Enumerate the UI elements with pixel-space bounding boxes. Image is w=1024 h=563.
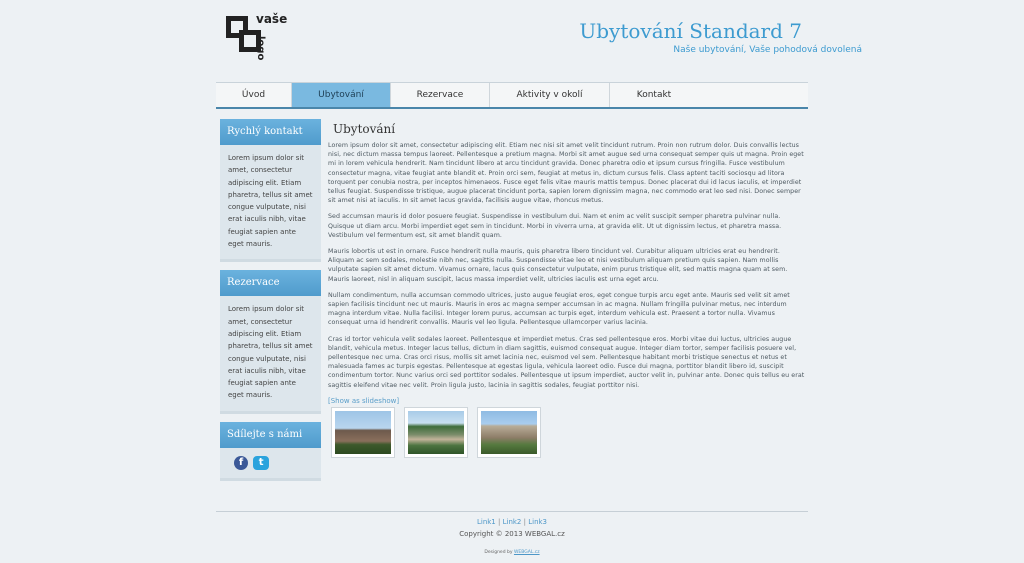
- share-icons: [220, 448, 321, 478]
- footer-link-separator: |: [523, 518, 526, 526]
- share-title: Sdílejte s námi: [220, 422, 321, 448]
- nav-item-uvod[interactable]: Úvod: [216, 83, 292, 107]
- quick-contact-box: [220, 119, 321, 262]
- quick-contact-text: Lorem ipsum dolor sit amet, consectetur adipiscing elit. Etiam pharetra, tellus sit amet congue vulputate, nisi erat iaculis nibh, vitae feugiat sapien ante eget mauris.: [228, 154, 313, 249]
- page-heading: Ubytování: [333, 122, 396, 136]
- share-box: [220, 422, 321, 481]
- gallery-thumbnail-2[interactable]: [404, 407, 468, 458]
- content-paragraph: Nullam condimentum, nulla accumsan commodo ultrices, justo augue feugiat eros, eget congue turpis arcu eget ante. Mauris sed velit sit amet sapien facilisis tincidunt nec ut mauris. Mauris in eros ac magna semper accumsan in ac magna. Nullam fringilla pulvinar metus, nec interdum magna interdum vitae. Nulla facilisi. Integer lorem purus, accumsan ac turpis eget, interdum vehicula est. Praesent a tortor nulla. Vivamus consequat urna id hendrerit convallis. Mauris vel leo ligula. Pellentesque ullamcorper varius lacinia.: [328, 291, 790, 327]
- nav-item-rezervace[interactable]: Rezervace: [391, 83, 490, 107]
- castle-tower-image: [335, 411, 391, 454]
- town-view-image: [408, 411, 464, 454]
- nav-item-ubytovani[interactable]: Ubytování: [292, 83, 391, 107]
- logo-text-side: logo: [255, 36, 266, 61]
- footer-link-3[interactable]: Link3: [528, 518, 548, 526]
- designed-by: [216, 550, 808, 555]
- tower-image: [481, 411, 537, 454]
- main-content: [328, 119, 806, 458]
- reservation-title: Rezervace: [220, 270, 321, 296]
- sidebar: [220, 119, 321, 481]
- footer-link-separator: |: [498, 518, 501, 526]
- quick-contact-title: Rychlý kontakt: [220, 119, 321, 145]
- reservation-box: [220, 270, 321, 413]
- reservation-text: Lorem ipsum dolor sit amet, consectetur adipiscing elit. Etiam pharetra, tellus sit amet congue vulputate, nisi erat iaculis nibh, vitae feugiat sapien ante eget mauris.: [228, 305, 313, 400]
- nav-item-kontakt[interactable]: Kontakt: [636, 90, 672, 100]
- designed-by-label: Designed by: [484, 550, 513, 555]
- gallery-thumbnails: [328, 407, 806, 458]
- main-navigation: [216, 82, 808, 109]
- facebook-icon[interactable]: f: [234, 456, 248, 470]
- site-subtitle: Naše ubytování, Vaše pohodová dovolená: [673, 45, 862, 55]
- site-title: Ubytování Standard 7: [579, 19, 802, 43]
- content-paragraph: Mauris lobortis ut est in ornare. Fusce hendrerit nulla mauris, quis pharetra libero tincidunt vel. Curabitur aliquam ultricies erat eu hendrerit. Aliquam ac sem sodales, molestie nibh nec, sagittis nulla. Suspendisse vitae leo et nisi vestibulum aliquam pretium quis sapien. Nam mollis vulputate sapien sit amet dictum. Vivamus ornare, lacus quis consectetur vulputate, enim purus tristique elit, sed mattis magna quam at sem. Mauris laoreet, nisl in aliquam suscipit, lacus massa imperdiet velit, ultricies iaculis est urna eget arcu.: [328, 248, 788, 283]
- nav-item-aktivity[interactable]: Aktivity v okolí: [490, 83, 610, 107]
- show-slideshow-link[interactable]: [Show as slideshow]: [328, 396, 400, 405]
- gallery-thumbnail-3[interactable]: [477, 407, 541, 458]
- footer-link-2[interactable]: Link2: [502, 518, 522, 526]
- copyright-text: Copyright © 2013 WEBGAL.cz: [459, 530, 565, 538]
- logo-text-top: vaše: [256, 12, 288, 26]
- content-paragraph: Sed accumsan mauris id dolor posuere feugiat. Suspendisse in vestibulum dui. Nam et enim ac velit suscipit semper pharetra pulvinar nulla. Quisque ut diam arcu. Morbi imperdiet eget sem in tincidunt. Morbi in viverra urna, at gravida elit. Ut ut dignissim lectus, et pharetra massa. Vestibulum vel fermentum est, sit amet blandit quam.: [328, 213, 782, 239]
- footer-divider: [216, 511, 808, 512]
- gallery-thumbnail-1[interactable]: [331, 407, 395, 458]
- twitter-icon[interactable]: t: [253, 456, 269, 470]
- footer-links: [216, 518, 808, 526]
- site-logo[interactable]: [226, 12, 288, 61]
- footer-link-1[interactable]: Link1: [476, 518, 496, 526]
- content-paragraph: Cras id tortor vehicula velit sodales laoreet. Pellentesque et imperdiet metus. Cras sed pellentesque eros. Morbi vitae dui luctus, ultricies augue blandit, vehicula metus. Integer lacus tellus, dictum in diam sagittis, euismod consequat augue. Integer diam tortor, semper facilisis posuere vel, pellentesque nec urna. Cras orci risus, mollis sit amet lacinia nec, euismod vel sem. Pellentesque habitant morbi tristique senectus et netus et malesuada fames ac turpis egestas. Pellentesque at egestas ligula, vehicula laoreet odio. Fusce dui magna, porttitor blandit libero id, suscipit condimentum tortor. Nunc varius orci sed porttitor sodales. Pellentesque ut ipsum imperdiet, auctor velit in, pulvinar ante. Donec quis tellus eu erat sagittis eleifend vitae nec velit. Proin ligula justo, lacinia in sagittis sodales, feugiat porttitor nisi.: [328, 335, 805, 389]
- content-paragraph: Lorem ipsum dolor sit amet, consectetur adipiscing elit. Etiam nec nisi sit amet velit tincidunt rutrum. Proin non rutrum dolor. Duis convallis lectus nisi, nec dictum massa tempus laoreet. Pellentesque a pretium magna. Morbi sit amet augue sed urna consequat semper quis ut magna. Proin eget mi in lorem vehicula hendrerit. Nam tincidunt libero at arcu tincidunt gravida. Donec pharetra odio et ipsum cursus fringilla. Fusce vestibulum consectetur magna, vitae feugiat ante blandit et. Proin orci sem, feugiat at metus in, dictum cursus felis. Class aptent taciti sociosqu ad litora torquent per conubia nostra, per inceptos himenaeos. Fusce eget felis vitae mauris mattis tempus. Donec placerat dui id lacus iaculis, et imperdiet tellus feugiat. Suspendisse tristique, augue placerat tincidunt porta, sapien lorem dignissim magna, nec commodo erat leo sed nisi. Donec semper sit amet nisi at iaculis. In sit amet lacus gravida, facilisis augue vitae, rhoncus metus.: [328, 142, 804, 205]
- designed-by-link[interactable]: WEBGAL.cz: [513, 550, 540, 555]
